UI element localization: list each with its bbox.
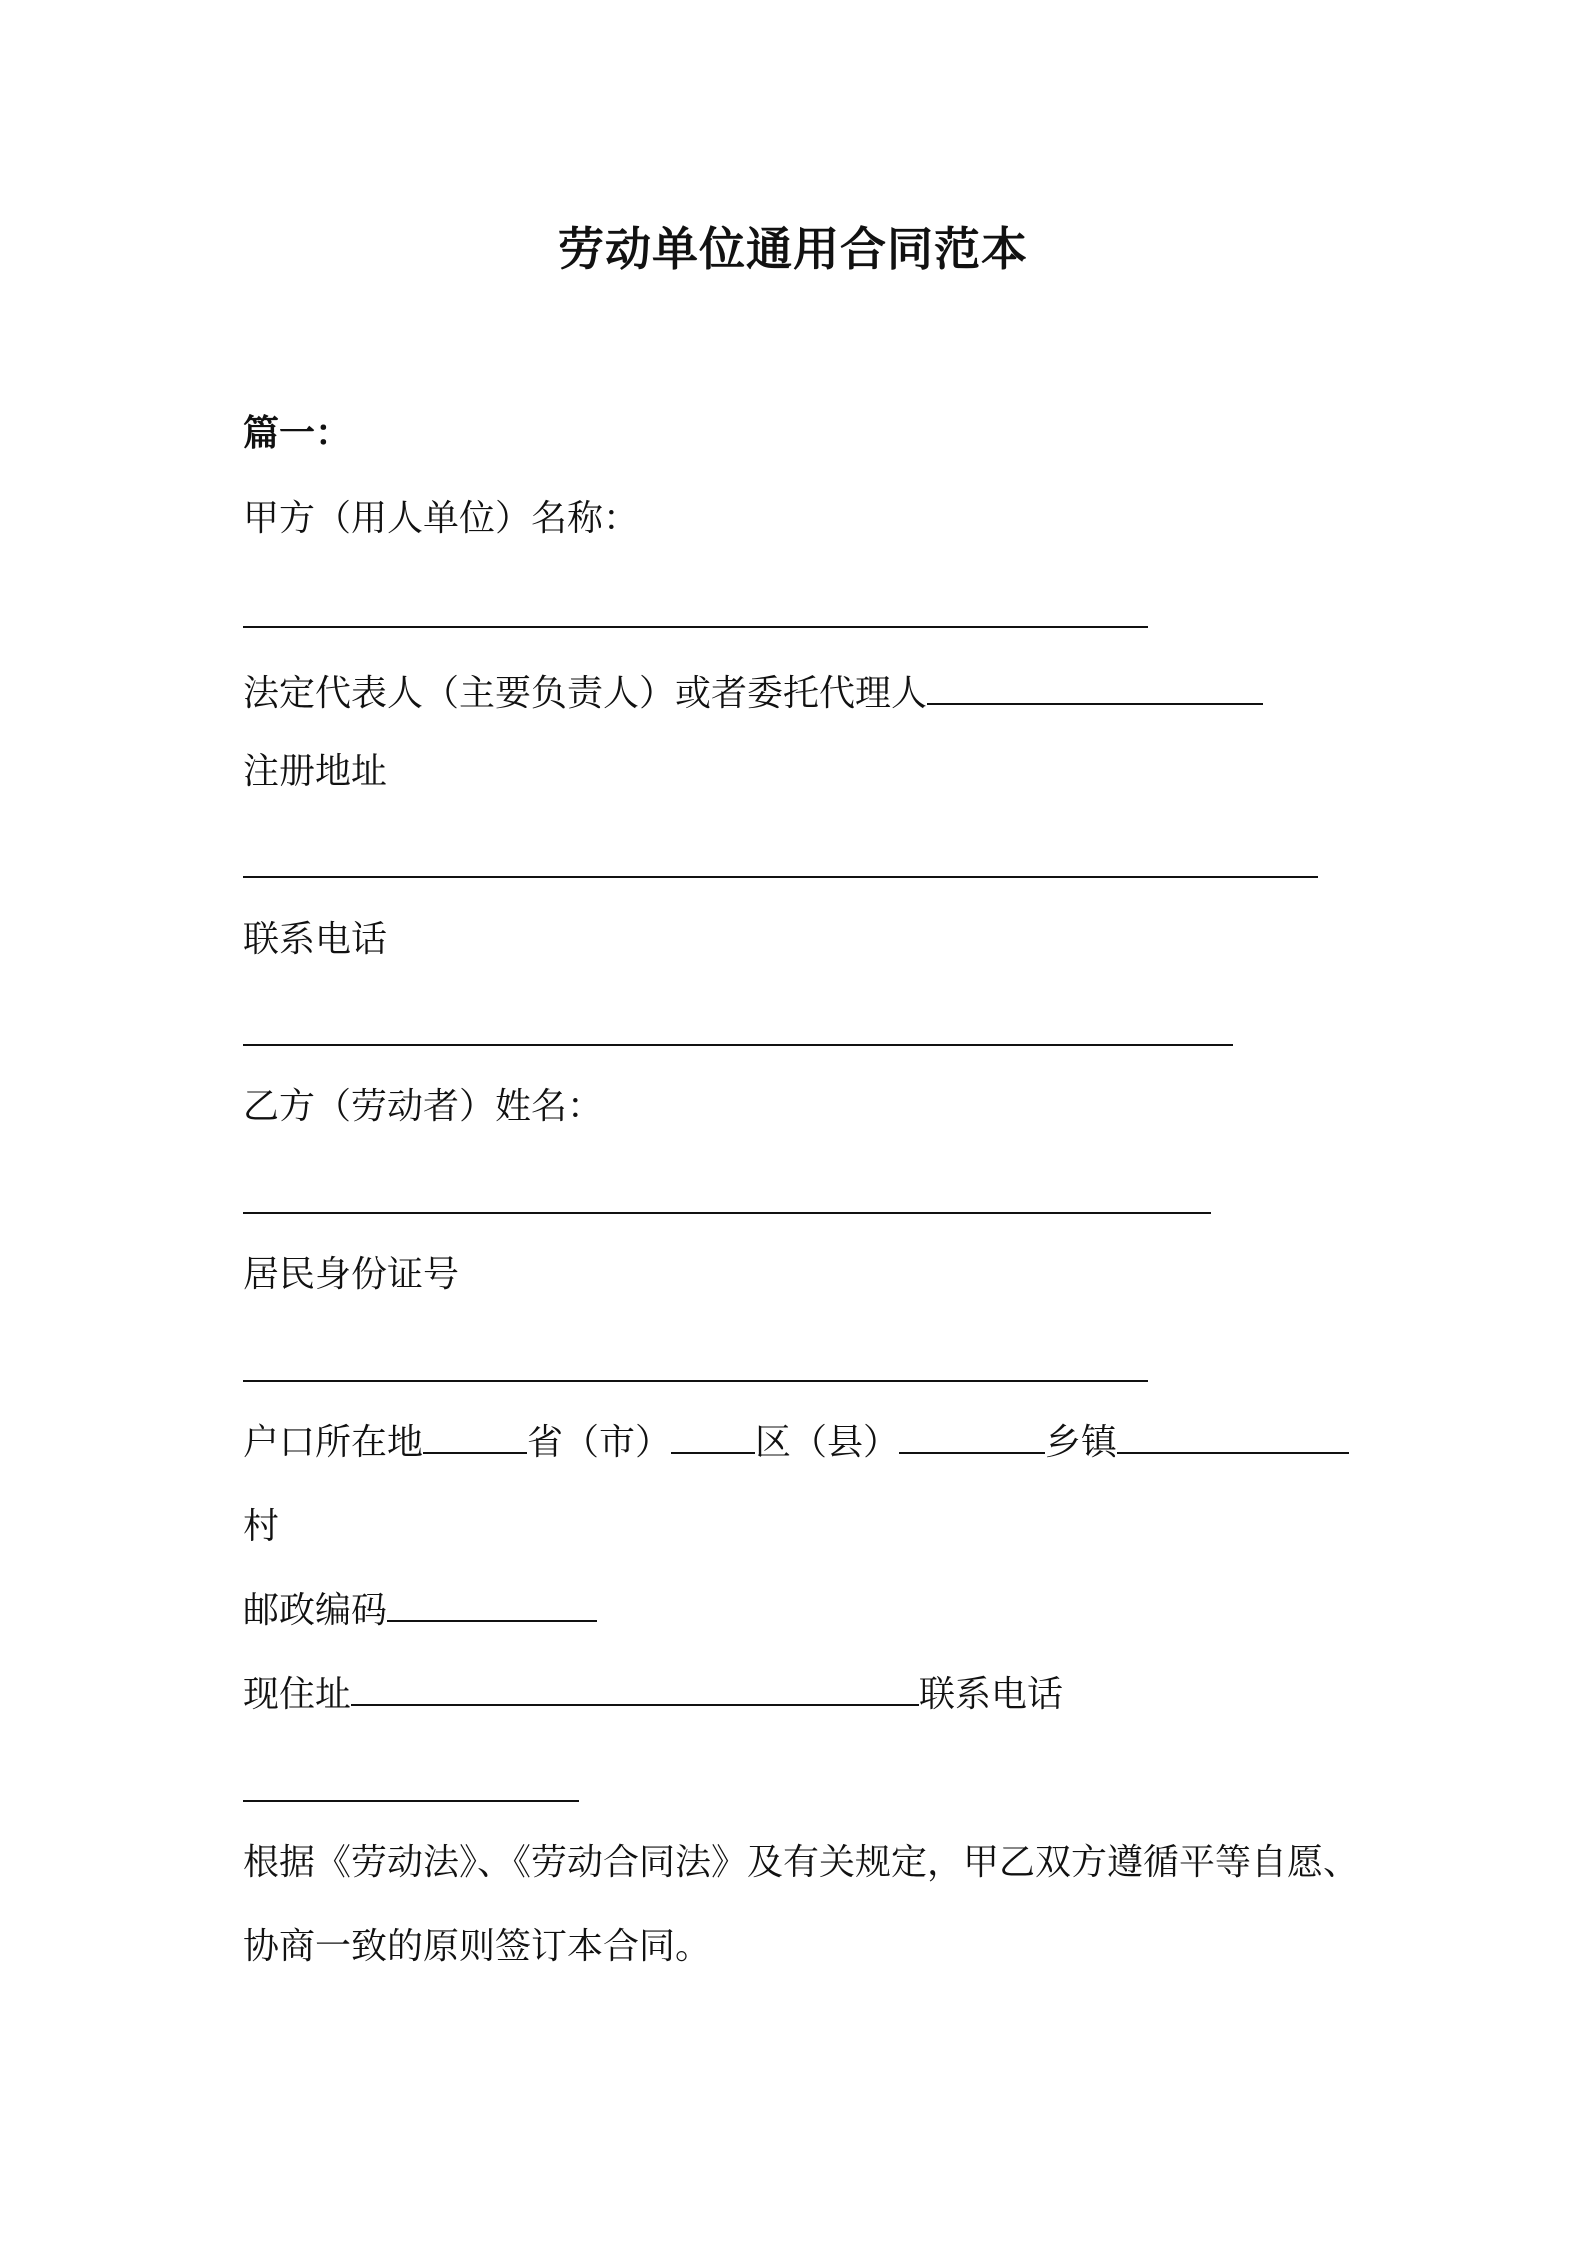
hukou-label: 户口所在地	[243, 1422, 424, 1463]
hukou-district-blank[interactable]	[899, 1422, 1045, 1454]
party-b-id-blank[interactable]	[243, 1380, 1148, 1382]
postcode-label: 邮政编码	[243, 1590, 388, 1631]
party-a-representative-row	[243, 672, 1263, 716]
current-address-label: 现住址	[243, 1674, 352, 1715]
preamble-line-2: 协商一致的原则签订本合同。	[243, 1926, 712, 1967]
province-label: 省（市）	[527, 1422, 672, 1463]
hukou-city-blank[interactable]	[671, 1422, 755, 1454]
party-a-phone-label: 联系电话	[243, 919, 388, 960]
party-a-representative-blank[interactable]	[927, 673, 1263, 705]
current-address-row	[243, 1673, 1063, 1717]
party-b-name-label: 乙方（劳动者）姓名：	[243, 1086, 604, 1127]
town-label: 乡镇	[1045, 1422, 1118, 1463]
district-label: 区（县）	[755, 1422, 900, 1463]
party-b-phone-blank[interactable]	[243, 1800, 579, 1802]
hukou-town-blank[interactable]	[1117, 1422, 1349, 1454]
party-a-name-label: 甲方（用人单位）名称：	[243, 498, 640, 539]
hukou-row	[243, 1421, 1349, 1465]
hukou-province-blank[interactable]	[423, 1422, 527, 1454]
document-title: 劳动单位通用合同范本	[558, 222, 1028, 276]
party-b-phone-label: 联系电话	[919, 1674, 1064, 1715]
party-a-representative-label: 法定代表人（主要负责人）或者委托代理人	[243, 673, 928, 714]
postcode-blank[interactable]	[387, 1590, 597, 1622]
party-a-phone-blank[interactable]	[243, 1044, 1233, 1046]
party-b-id-label: 居民身份证号	[243, 1254, 460, 1295]
party-a-name-blank[interactable]	[243, 626, 1148, 628]
preamble-line-1: 根据《劳动法》、《劳动合同法》及有关规定，甲乙双方遵循平等自愿、	[243, 1842, 1360, 1883]
postcode-row	[243, 1589, 597, 1633]
party-b-name-blank[interactable]	[243, 1212, 1211, 1214]
party-a-address-label: 注册地址	[243, 751, 388, 792]
party-a-address-blank[interactable]	[243, 876, 1318, 878]
section-heading: 篇一：	[243, 413, 352, 454]
current-address-blank[interactable]	[351, 1674, 919, 1706]
village-label: 村	[243, 1506, 280, 1547]
